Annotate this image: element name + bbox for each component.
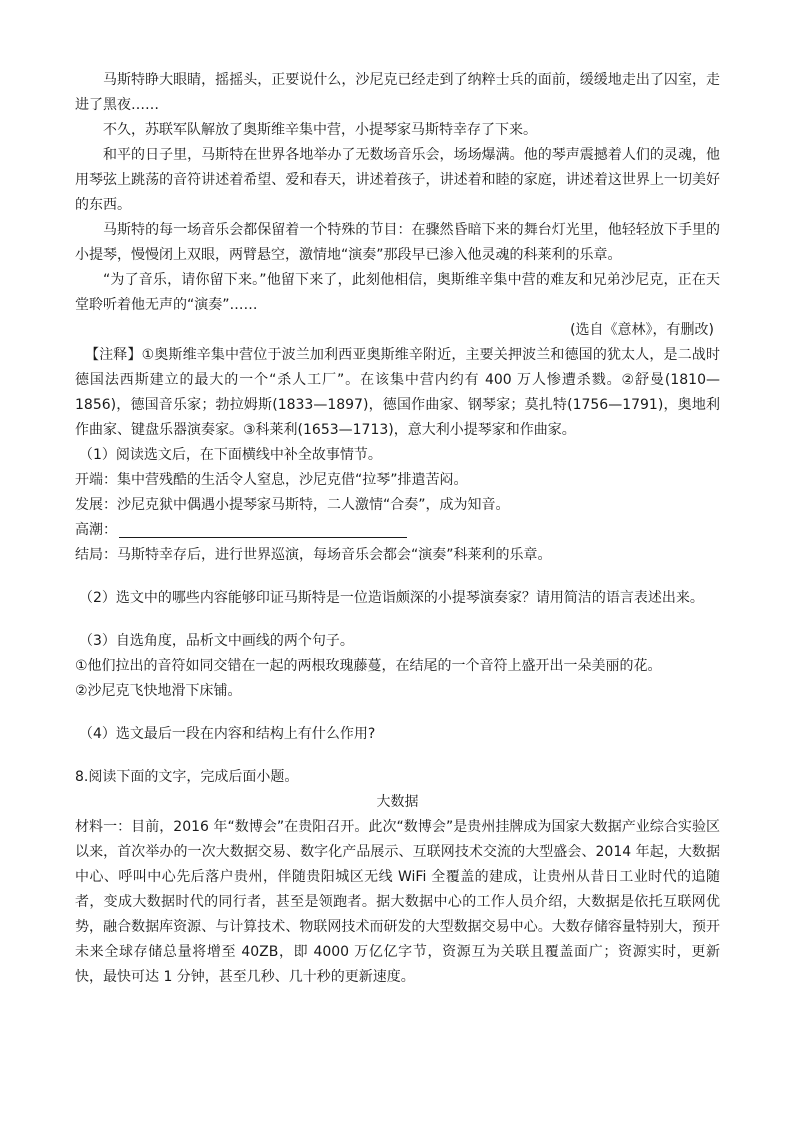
story-paragraph-3: 和平的日子里，马斯特在世界各地举办了无数场音乐会，场场爆满。他的琴声震撼着人们的灵魂，他用琴弦上跳荡的音符讲述着希望、爱和春天，讲述着孩子，讲述着和睦的家庭，讲述着这世界上一切美好的东西。	[75, 147, 720, 213]
spacer	[75, 611, 720, 629]
question-1-prompt: （1）阅读选文后，在下面横线中补全故事情节。	[79, 447, 382, 463]
story-paragraph-1: 马斯特睁大眼睛，摇摇头，正要说什么，沙尼克已经走到了纳粹士兵的面前，缓缓地走出了囚室，走进了黑夜……	[75, 72, 720, 113]
question-1-ending: 结局：马斯特幸存后，进行世界巡演，每场音乐会都会“演奏”科莱利的乐章。	[75, 547, 552, 563]
story-paragraph-2: 不久，苏联军队解放了奥斯维辛集中营，小提琴家马斯特幸存了下来。	[103, 122, 537, 138]
spacer	[75, 568, 720, 586]
question-3-sentence-2: ②沙尼克飞快地滑下床铺。	[75, 683, 242, 699]
story-paragraph-5: “为了音乐，请你留下来。”他留下来了，此刻他相信，奥斯维辛集中营的难友和兄弟沙尼克，正在天堂聆听着他无声的“演奏”……	[75, 272, 720, 313]
spacer	[75, 747, 720, 765]
story-source: (选自《意林》，有删改)	[570, 322, 714, 338]
climax-label: 高潮：	[75, 522, 117, 538]
section-8-material-1: 材料一：目前，2016 年“数博会”在贵阳召开。此次“数博会”是贵州挂牌成为国家大数据产业综合实验区以来，首次举办的一次大数据交易、数字化产品展示、互联网技术交流的大型盛会、2014 年起，大数据中心、呼叫中心先后落户贵州，伴随贵阳城区无线 WiFi 全覆盖的建成，让贵州从昔日工业时代的追随者，变成大数据时代的同行者，甚至是领跑者。据大数据中心的工作人员介绍，大数据是依托互联网优势，融合数据库资源、与计算技术、物联网技术而研发的大型数据交易中心。大数存储容量特别大，预开未来全球存储总量将增至 40ZB，即 4000 万亿亿字节，资源互为关联且覆盖面广；资源实时，更新快，最快可达 1 分钟，甚至几秒、几十秒的更新速度。	[75, 819, 720, 985]
spacer	[75, 704, 720, 722]
section-8-title: 大数据	[376, 794, 419, 810]
annotation-note: 【注释】①奥斯维辛集中营位于波兰加利西亚奥斯维辛附近，主要关押波兰和德国的犹太人，是二战时德国法西斯建立的最大的一个“杀人工厂”。在该集中营内约有 400 万人惨遭杀戮。②舒曼(1810—1856)，德国音乐家；勃拉姆斯(1833—1897)，德国作曲家、钢琴家；莫扎特(1756—1791)，奥地利作曲家、键盘乐器演奏家。③科莱利(1653—1713)，意大利小提琴家和作曲家。	[75, 347, 720, 438]
question-3-sentence-1: ①他们拉出的音符如同交错在一起的两根玫瑰藤蔓，在结尾的一个音符上盛开出一朵美丽的花。	[75, 658, 662, 674]
document-page	[75, 68, 720, 990]
section-8-heading: 8.阅读下面的文字，完成后面小题。	[75, 769, 299, 785]
climax-answer-blank[interactable]	[119, 519, 407, 538]
story-paragraph-4: 马斯特的每一场音乐会都保留着一个特殊的节目：在骤然昏暗下来的舞台灯光里，他轻轻放下手里的小提琴，慢慢闭上双眼，两臂悬空，激情地“演奏”那段早已渗入他灵魂的科莱利的乐章。	[75, 222, 720, 263]
question-1-climax	[75, 518, 720, 543]
question-2-prompt: （2）选文中的哪些内容能够印证马斯特是一位造诣颇深的小提琴演奏家？请用简洁的语言表述出来。	[79, 590, 704, 606]
question-1-development: 发展：沙尼克狱中偶遇小提琴家马斯特，二人激情“合奏”，成为知音。	[75, 497, 510, 513]
question-4-prompt: （4）选文最后一段在内容和结构上有什么作用?	[79, 726, 376, 742]
question-3-prompt: （3）自选角度，品析文中画线的两个句子。	[79, 633, 354, 649]
question-1-opening: 开端：集中营残酷的生活令人窒息，沙尼克借“拉琴”排遣苦闷。	[75, 472, 468, 488]
